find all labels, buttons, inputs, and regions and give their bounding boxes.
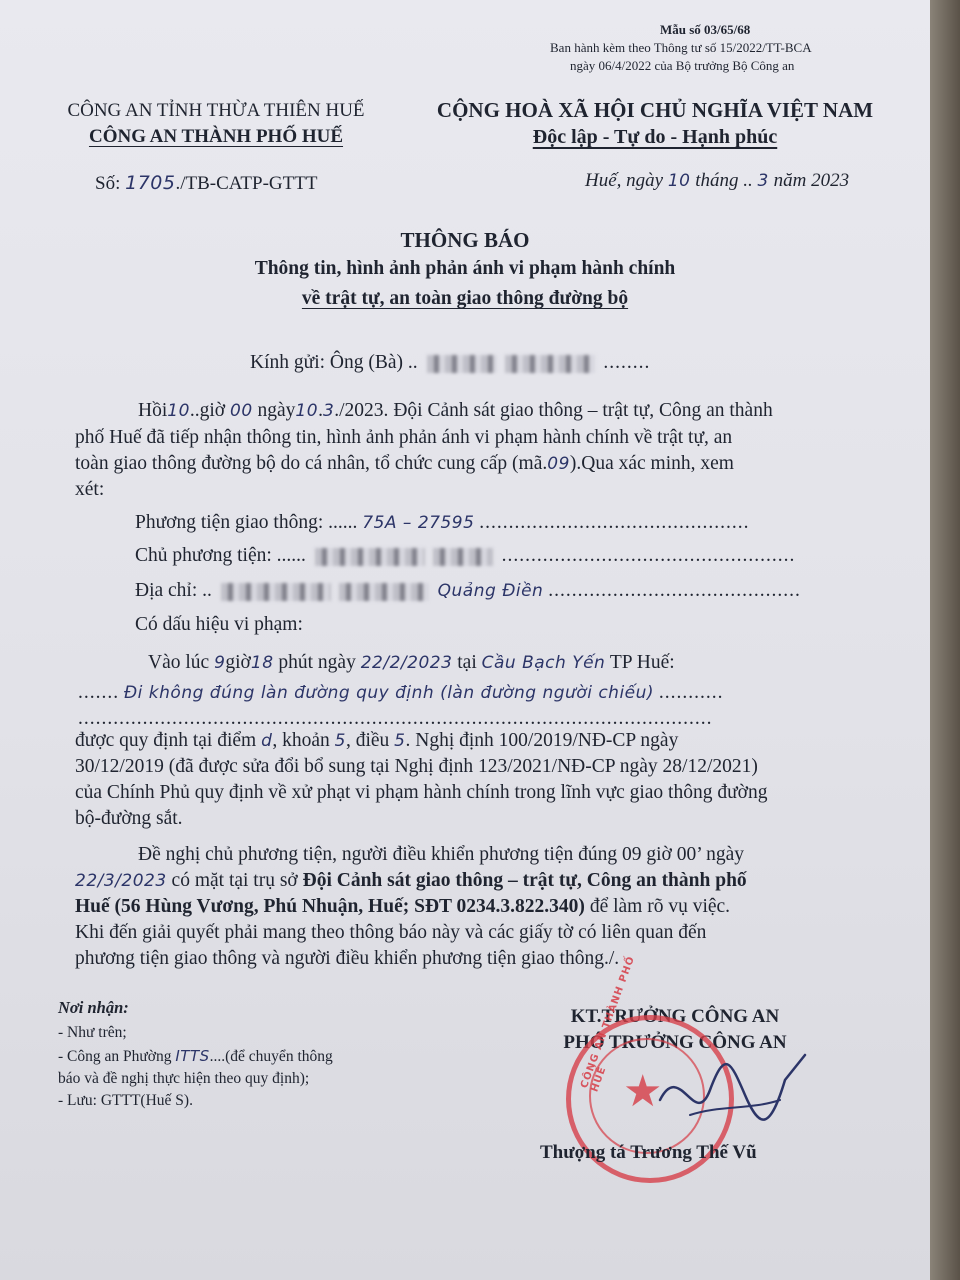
document-subtitle-2: về trật tự, an toàn giao thông đường bộ — [301, 288, 629, 309]
intro-line-4: xét: — [75, 479, 105, 500]
national-motto: Độc lập - Tự do - Hạnh phúc — [532, 126, 778, 148]
owner-line: Chủ phương tiện: ...... .................................................. — [135, 545, 796, 566]
recipient-line: Kính gửi: Ông (Bà) .. ........ — [250, 352, 651, 373]
document-number: Số: 1705./TB-CATP-GTTT — [95, 172, 318, 194]
law-line-4: bộ-đường sắt. — [75, 808, 183, 829]
law-line-3: của Chính Phủ quy định về xử phạt vi phạm hành chính trong lĩnh vực giao thông đường — [75, 782, 768, 803]
agency-name: CÔNG AN THÀNH PHỐ HUẾ — [88, 126, 344, 147]
stamp-text: CÔNG AN THÀNH PHỐ HUẾ — [579, 954, 638, 1094]
document-number-handwritten: 1705 — [125, 172, 176, 194]
request-line-2: 22/3/2023 có mặt tại trụ sở Đội Cảnh sát giao thông – trật tự, Công an thành phố — [75, 870, 747, 891]
document-subtitle-1: Thông tin, hình ảnh phản ánh vi phạm hành chính — [254, 258, 676, 279]
agency-parent: CÔNG AN TỈNH THỪA THIÊN HUẾ — [67, 100, 365, 121]
violation-description-line: ....... Đi không đúng làn đường quy định (làn đường người chiếu) ........... — [78, 682, 724, 703]
violation-place: Cầu Bạch Yến — [481, 653, 606, 673]
request-line-5: phương tiện giao thông và người điều khiển phương tiện giao thông./. — [75, 948, 620, 969]
recipients-item-1: - Như trên; — [58, 1024, 127, 1041]
document-date: Huế, ngày 10 tháng .. 3 năm 2023 — [585, 170, 850, 191]
vehicle-plate: 75A – 27595 — [362, 513, 475, 533]
violation-label: Có dấu hiệu vi phạm: — [135, 614, 303, 635]
violation-blank-line: ............................................................................................................ — [78, 708, 713, 729]
signer-name: Thượng tá Trương Thế Vũ — [540, 1142, 757, 1163]
redacted-owner — [315, 548, 425, 566]
signer-title-1: KT.TRƯỞNG CÔNG AN — [570, 1006, 780, 1027]
form-issued-date: ngày 06/4/2022 của Bộ trưởng Bộ Công an — [570, 58, 795, 73]
redacted-owner-2 — [433, 548, 493, 566]
recipients-item-2: - Công an Phường ITTS....(để chuyển thông — [58, 1047, 333, 1065]
redacted-address-2 — [339, 583, 429, 601]
vehicle-line: Phương tiện giao thông: ...... 75A – 27595 .............................................. — [135, 512, 750, 533]
table-surface — [930, 0, 960, 1280]
form-issued-by: Ban hành kèm theo Thông tư số 15/2022/TT-BCA — [550, 40, 812, 55]
recipients-item-3: - Lưu: GTTT(Huế S). — [58, 1092, 193, 1109]
recipients-item-2-cont: báo và đề nghị thực hiện theo quy định); — [58, 1070, 310, 1087]
intro-line-1: Hồi10..giờ 00 ngày10.3./2023. Đội Cảnh sát giao thông – trật tự, Công an thành — [138, 400, 773, 421]
handwritten-signature — [650, 1040, 810, 1140]
address-line: Địa chỉ: .. Quảng Điền ........................................... — [135, 580, 801, 601]
law-line-2: 30/12/2019 (đã được sửa đổi bổ sung tại Nghị định 123/2021/NĐ-CP ngày 28/12/2021) — [75, 756, 758, 777]
violation-time-line: Vào lúc 9giờ18 phút ngày 22/2/2023 tại Cầu Bạch Yến TP Huế: — [148, 652, 675, 673]
intro-line-2: phố Huế đã tiếp nhận thông tin, hình ảnh phản ánh vi phạm hành chính về trật tự, an — [75, 427, 733, 448]
intro-line-3: toàn giao thông đường bộ do cá nhân, tổ chức cung cấp (mã.09).Qua xác minh, xem — [75, 453, 734, 474]
request-line-3: Huế (56 Hùng Vương, Phú Nhuận, Huế; SĐT 0234.3.822.340) để làm rõ vụ việc. — [75, 896, 731, 917]
request-line-4: Khi đến giải quyết phải mang theo thông báo này và các giấy tờ có liên quan đến — [75, 922, 707, 943]
redacted-name-2 — [505, 355, 595, 373]
recipients-title: Nơi nhận: — [58, 998, 129, 1017]
document-title: THÔNG BÁO — [400, 228, 530, 252]
request-line-1: Đề nghị chủ phương tiện, người điều khiển phương tiện đúng 09 giờ 00’ ngày — [138, 844, 745, 865]
redacted-name — [427, 355, 497, 373]
country-name: CỘNG HOÀ XÃ HỘI CHỦ NGHĨA VIỆT NAM — [436, 98, 874, 122]
star-icon: ★ — [623, 1067, 663, 1116]
redacted-address — [221, 583, 331, 601]
form-number: Mẫu số 03/65/68 — [660, 22, 751, 37]
violation-description: Đi không đúng làn đường quy định (làn đường người chiếu) — [124, 683, 655, 703]
signer-title-2: PHÓ TRƯỞNG CÔNG AN — [563, 1032, 787, 1053]
law-line-1: được quy định tại điểm d, khoản 5, điều 5. Nghị định 100/2019/NĐ-CP ngày — [75, 730, 679, 751]
